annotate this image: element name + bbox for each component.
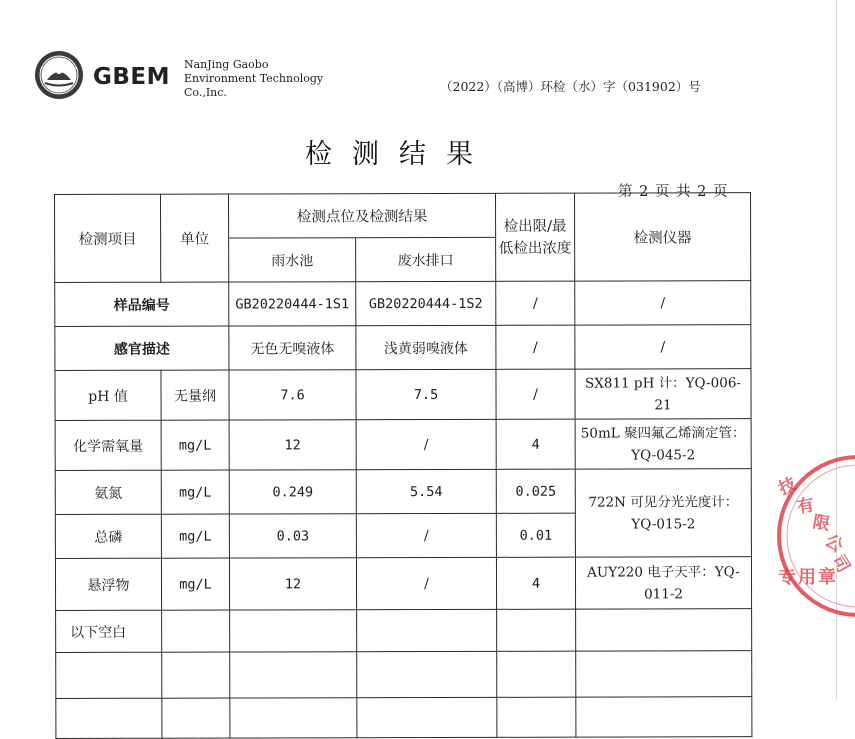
sensory-p2: 浅黄弱嗅液体: [356, 325, 496, 369]
empty-cell: [56, 652, 162, 698]
page-title: 检测结果: [305, 139, 493, 170]
row-item: 总磷: [55, 514, 161, 558]
row-p1: 12: [229, 558, 356, 610]
row-limit: 0.01: [496, 513, 575, 557]
svg-text:技: 技: [775, 474, 800, 500]
row-p2: /: [356, 419, 496, 469]
empty-cell: [230, 610, 357, 652]
sample-id-label: 样品编号: [55, 282, 229, 326]
empty-cell: [357, 697, 497, 737]
company-line-3: Co.,Inc.: [184, 86, 227, 99]
company-seal-stamp: [770, 455, 855, 620]
svg-text:章: 章: [818, 567, 836, 588]
header-item: 检测项目: [55, 194, 161, 282]
blank-note: 以下空白: [56, 610, 162, 652]
table-row: [55, 369, 751, 421]
blank-note-row: [56, 609, 752, 653]
table-row: [55, 469, 751, 515]
svg-text:司: 司: [827, 551, 854, 577]
row-p1: 0.249: [229, 470, 356, 514]
sample-id-p1: GB20220444-1S1: [229, 282, 356, 326]
company-logo-icon: [34, 50, 84, 100]
svg-text:用: 用: [798, 567, 816, 588]
company-line-1: NanJing Gaobo: [184, 58, 269, 71]
row-p2: 7.5: [356, 369, 496, 419]
result-table: [54, 192, 752, 739]
empty-cell: [576, 651, 752, 697]
sensory-row: [55, 325, 751, 371]
row-item: 化学需氧量: [55, 420, 161, 470]
svg-text:专: 专: [778, 567, 796, 588]
row-unit: 无量纲: [161, 370, 229, 420]
empty-cell: [56, 698, 162, 738]
empty-cell: [497, 651, 576, 697]
document-number: （2022）（高博）环检（水）字（031902）号: [440, 79, 701, 94]
empty-cell: [230, 652, 357, 698]
sample-id-instrument: /: [575, 281, 751, 325]
row-p1: 0.03: [229, 514, 356, 558]
header-instrument: 检测仪器: [574, 193, 750, 281]
row-limit: /: [496, 369, 575, 419]
row-instrument: AUY220 电子天平：YQ-011-2: [575, 557, 751, 609]
empty-cell: [357, 609, 497, 651]
row-instrument: SX811 pH 计：YQ-006-21: [575, 369, 751, 419]
empty-cell: [230, 698, 357, 738]
header-point-2: 废水排口: [356, 237, 496, 281]
empty-cell: [576, 609, 752, 651]
row-unit: mg/L: [161, 558, 229, 610]
row-unit: mg/L: [161, 514, 229, 558]
header-limit: 检出限/最低检出浓度: [495, 193, 574, 281]
empty-cell: [162, 610, 230, 652]
sensory-label: 感官描述: [55, 326, 229, 370]
sensory-instrument: /: [575, 325, 751, 369]
empty-cell: [576, 697, 752, 737]
empty-cell: [497, 609, 576, 651]
header-row: [55, 193, 751, 239]
header-point-1: 雨水池: [229, 238, 356, 282]
svg-text:限: 限: [811, 512, 832, 535]
row-item: pH 值: [55, 370, 161, 420]
row-p2: /: [356, 557, 496, 609]
row-item: 氨氮: [55, 470, 161, 514]
empty-cell: [162, 698, 230, 738]
header-points: 检测点位及检测结果: [229, 193, 496, 238]
row-p1: 7.6: [229, 370, 356, 420]
row-instrument: 722N 可见分光光度计：YQ-015-2: [575, 469, 751, 557]
empty-cell: [162, 652, 230, 698]
sensory-p1: 无色无嗅液体: [229, 326, 356, 370]
sample-id-row: [55, 281, 751, 327]
row-p2: 5.54: [356, 469, 496, 513]
empty-row: [56, 651, 752, 699]
header-unit: 单位: [161, 194, 229, 282]
row-instrument: 50mL 聚四氟乙烯滴定管：YQ-045-2: [575, 419, 751, 469]
svg-text:公: 公: [821, 530, 847, 557]
row-item: 悬浮物: [55, 558, 161, 610]
table-row: [55, 419, 751, 471]
row-p2: /: [356, 513, 496, 557]
sensory-limit: /: [496, 325, 575, 369]
row-limit: 0.025: [496, 469, 575, 513]
row-limit: 4: [496, 557, 575, 609]
empty-row: [56, 697, 752, 739]
page-edge-line: [836, 0, 837, 700]
sample-id-limit: /: [496, 281, 575, 325]
row-unit: mg/L: [161, 470, 229, 514]
row-limit: 4: [496, 419, 575, 469]
company-name: [184, 58, 323, 100]
row-unit: mg/L: [161, 420, 229, 470]
brand-name: GBEM: [93, 64, 171, 90]
page-indicator: 第 2 页 共 2 页: [618, 184, 729, 200]
empty-cell: [497, 697, 576, 737]
svg-text:有: 有: [795, 495, 816, 518]
empty-cell: [357, 651, 497, 697]
row-p1: 12: [229, 420, 356, 470]
table-row: [55, 557, 751, 611]
company-line-2: Environment Technology: [184, 72, 324, 85]
sample-id-p2: GB20220444-1S2: [356, 281, 496, 325]
